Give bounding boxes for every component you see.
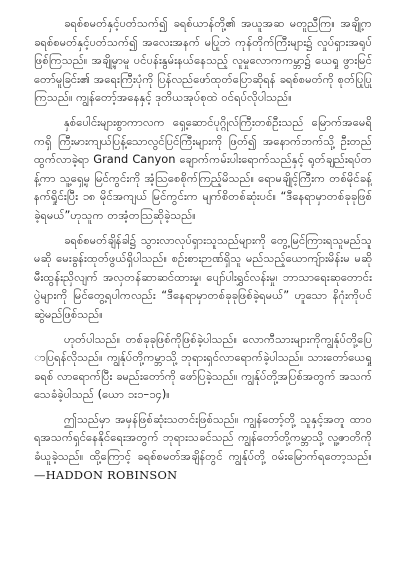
devotional-page bbox=[34, 14, 372, 566]
paragraph-3: ခရစ်စမတ်ချိန်ခါ၌ သွားလာလုပ်ရှားသူသည်များကို တွေ့မြင်ကြားရသူမည်သူမဆို မေးခွန်းထုတ်ဖွယ်ရှိပါသည်။ စဉ်းစားဉာဏ်ရှိသူ မည်သည့်ယောကျ်ားမိန်းမ မဆို မီးထွန်းညှိလျက် အလှတန်ဆာဆင်ထားမှု၊ ပျော်ပါးရွှင်လန်းမှု၊ ဘာသာရေးဆုတောင်းပွဲများကို မြင်တွေ့ရပါကလည်း “ဒီနေရာမှာတစ်ခုခုဖြစ်ခဲ့ရမယ်” ဟူသော နိဂုံးကိုပင် ဆွဲမည်ဖြစ်သည်။ bbox=[34, 232, 372, 321]
paragraph-4: ဟုတ်ပါသည်။ တစ်ခုခုဖြစ်ကိုဖြစ်ခဲ့ပါသည်။ လောကီသားများကိုကျွန်ုပ်တို့ပြောပြရန်လိုသည်။ ကျွန်ုပ်တို့ကမ္ဘာသို့ ဘုရားရှင်လာရောက်ခဲ့ပါသည်။ သားတော်ယေရှုခရစ် လာရောက်ပြီး ခမည်းတော်ကို ဖော်ပြခဲ့သည်။ ကျွန်ုပ်တို့အပြစ်အတွက် အသက်သေခံခဲ့ပါသည် (ယော ၁း၁–၁၄)။ bbox=[34, 331, 372, 402]
author-signature: —HADDON ROBINSON bbox=[34, 467, 178, 482]
paragraph-1: ခရစ်စမတ်နှင့်ပတ်သက်၍ ခရစ်ယာန်တို့၏ အယူအဆ မတူညီကြ။ အချို့က ခရစ်စမတ်နှင့်ပတ်သက်၍ အလေးအနက် မပြုဘဲ ကုန်တိုက်ကြီးများ၌ လှုပ်ရှားအရုပ်ဖြစ်ကြသည်။ အချို့မှာမူ ပင်ပန်းနွမ်းနယ်နေသည့် လူမှုလောကကမ္ဘာ၌ ယေရှု ဖွားမြင်တော်မူခြင်း၏ အရေးကြီးပုံကို ပြန်လည်ဖော်ထုတ်ပြောဆိုရန် ခရစ်စမတ်ကို စုတ်ပြုပြုကြသည်။ ကျွန်တော့်အနေနှင့် ဒုတိယအုပ်စုထဲ ဝင်ရပ်လိုပါသည်။ bbox=[34, 16, 372, 105]
paragraph-2: နှစ်ပေါင်းများစွာကာလက ရှေ့ဆောင်ပုဂ္ဂိုလ်ကြီးတစ်ဦးသည် မြောက်အမေရိကရှိ ကြီးမားကျယ်ပြန့်သောလွင်ပြင်ကြီးများကို ဖြတ်၍ အနောက်ဘက်သို့ ဦးတည်ထွက်လာခဲ့ရာ Grand Canyon ချောက်ကမ်းပါးရောက်သည်နှင့် ရုတ်ချည်းရပ်တန့်ကာ သူ့ရှေ့မှ မြင်ကွင်းကို အံ့သြစေစိုက်ကြည့်မိသည်။ ရောမချိုင့်ကြီးက တစ်မိုင်ခန့် နက်ရှိုင်းပြီး ၁၈ မိုင်အကျယ် မြင်ကွင်းက မျက်စိတစ်ဆုံးပင်။ “ဒီနေရာမှာတစ်ခုခုဖြစ်ခဲ့ရမယ်”ဟုသူက တအံ့တသြဆိုခဲ့သည်။ bbox=[34, 114, 372, 222]
paragraph-5-text: ဤသည်မှာ အမှန်ဖြစ်ဆုံးသတင်းဖြစ်သည်။ ကျွန်တော့်တို့ သူနှင့်အတူ ထာဝရအသက်ရှင်နေနိုင်ရေးအတွက် ဘုရားသခင်သည် ကျွန်တော်တို့ကမ္ဘာသို့ လူ့ဇာတိကိုခံယူခဲ့သည်။ ထို့ကြောင့် ခရစ်စမတ်အချိန်တွင် ကျွန်ုပ်တို့ ဝမ်းမြောက်ရတော့သည်။ bbox=[34, 411, 372, 464]
paragraph-5 bbox=[34, 410, 372, 484]
